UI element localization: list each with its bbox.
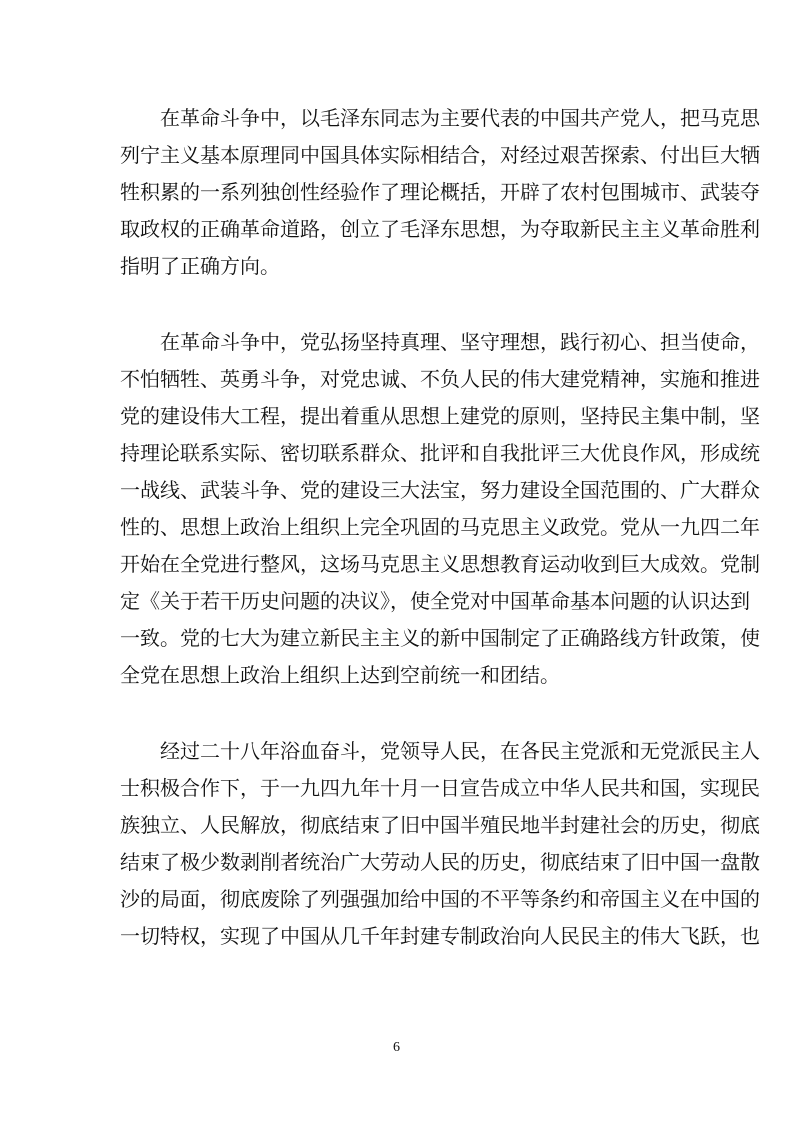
paragraph-3 bbox=[120, 733, 760, 955]
paragraph-line: 牲积累的一系列独创性经验作了理论概括，开辟了农村包围城市、武装夺 bbox=[120, 180, 760, 204]
paragraph-line: 持理论联系实际、密切联系群众、批评和自我批评三大优良作风，形成统 bbox=[120, 441, 760, 465]
paragraph-line: 经过二十八年浴血奋斗，党领导人民，在各民主党派和无党派民主人 bbox=[160, 739, 760, 763]
paragraph-line: 一切特权，实现了中国从几千年封建专制政治向人民民主的伟大飞跃，也 bbox=[120, 924, 760, 948]
paragraph-line: 族独立、人民解放，彻底结束了旧中国半殖民地半封建社会的历史，彻底 bbox=[120, 813, 760, 837]
paragraph-line: 全党在思想上政治上组织上达到空前统一和团结。 bbox=[120, 663, 560, 687]
paragraph-line: 定《关于若干历史问题的决议》，使全党对中国革命基本问题的认识达到 bbox=[120, 589, 750, 613]
paragraph-line: 取政权的正确革命道路，创立了毛泽东思想，为夺取新民主主义革命胜利 bbox=[120, 217, 760, 241]
paragraph-line: 性的、思想上政治上组织上完全巩固的马克思主义政党。党从一九四二年 bbox=[120, 515, 760, 539]
page-number: 6 bbox=[393, 1040, 400, 1055]
paragraph-1 bbox=[120, 100, 760, 285]
document-body bbox=[120, 100, 760, 994]
paragraph-line: 列宁主义基本原理同中国具体实际相结合，对经过艰苦探索、付出巨大牺 bbox=[120, 143, 760, 167]
paragraph-line: 一战线、武装斗争、党的建设三大法宝，努力建设全国范围的、广大群众 bbox=[120, 478, 760, 502]
paragraph-line: 在革命斗争中，党弘扬坚持真理、坚守理想，践行初心、担当使命， bbox=[160, 330, 760, 354]
paragraph-line: 开始在全党进行整风，这场马克思主义思想教育运动收到巨大成效。党制 bbox=[120, 552, 760, 576]
paragraph-line: 一致。党的七大为建立新民主主义的新中国制定了正确路线方针政策，使 bbox=[120, 626, 760, 650]
paragraph-line: 不怕牺牲、英勇斗争，对党忠诚、不负人民的伟大建党精神，实施和推进 bbox=[120, 367, 760, 391]
paragraph-line: 结束了极少数剥削者统治广大劳动人民的历史，彻底结束了旧中国一盘散 bbox=[120, 850, 760, 874]
paragraph-line: 指明了正确方向。 bbox=[120, 254, 280, 278]
paragraph-line: 党的建设伟大工程，提出着重从思想上建党的原则，坚持民主集中制，坚 bbox=[120, 404, 760, 428]
paragraph-line: 在革命斗争中，以毛泽东同志为主要代表的中国共产党人，把马克思 bbox=[160, 106, 760, 130]
paragraph-line: 士积极合作下，于一九四九年十月一日宣告成立中华人民共和国，实现民 bbox=[120, 776, 760, 800]
paragraph-2 bbox=[120, 324, 760, 694]
paragraph-line: 沙的局面，彻底废除了列强强加给中国的不平等条约和帝国主义在中国的 bbox=[120, 887, 760, 911]
